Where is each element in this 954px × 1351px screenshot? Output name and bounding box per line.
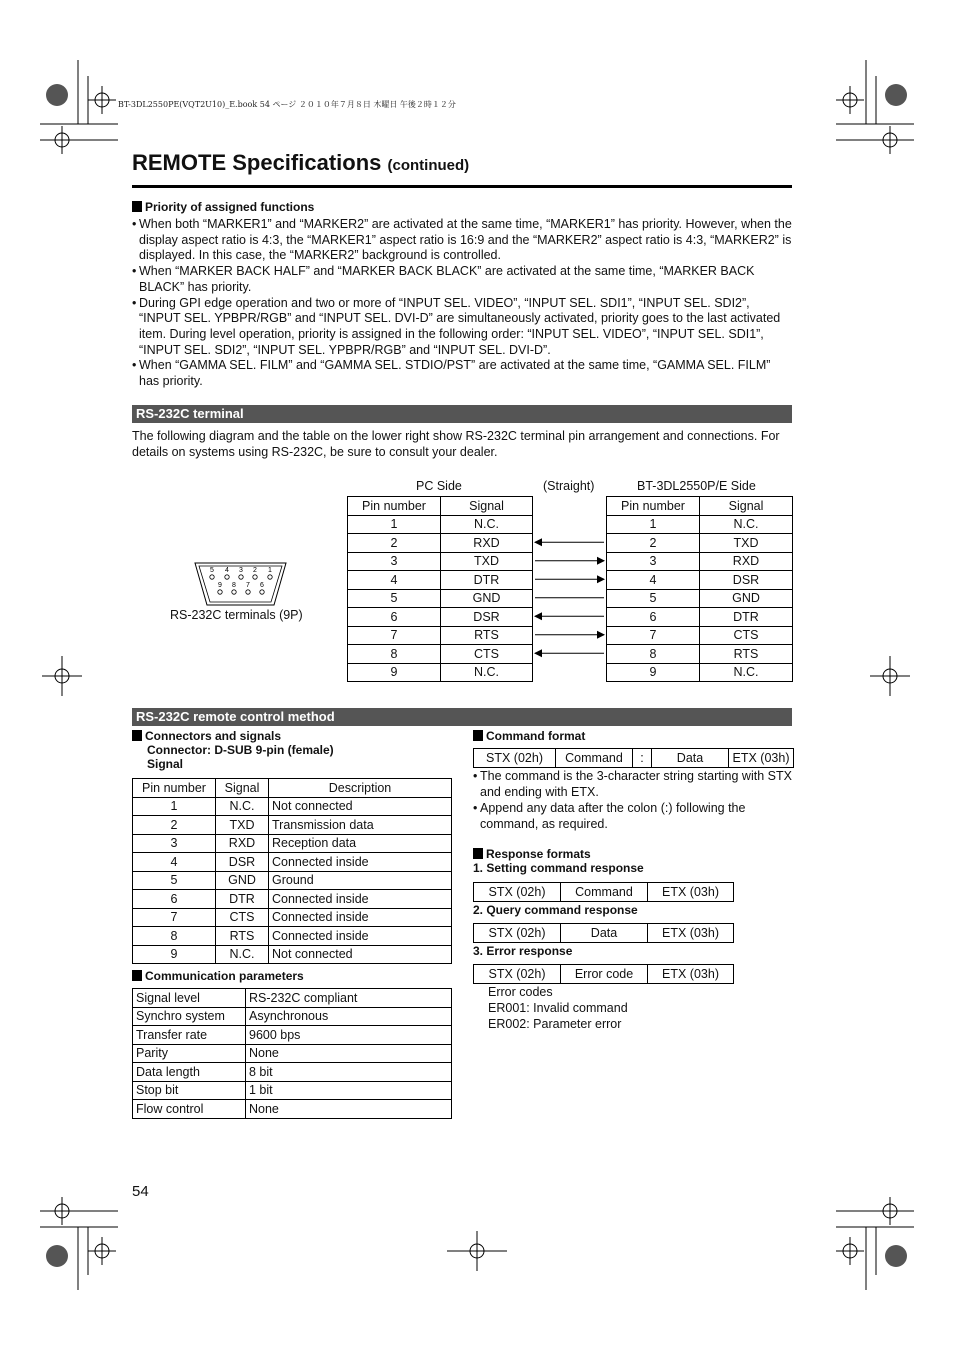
pin-label: 2	[253, 567, 257, 574]
table-row: 4 DSR Connected inside	[133, 853, 452, 872]
connectors-heading: Connectors and signals	[132, 729, 281, 743]
table-row: 8 RTS	[607, 645, 793, 664]
connector-label: RS-232C terminals (9P)	[170, 608, 303, 622]
connector-type: Connector: D-SUB 9-pin (female)	[147, 743, 334, 757]
command-format-table: STX (02h) Command : Data ETX (03h)	[473, 748, 794, 768]
pin-label: 9	[218, 582, 222, 589]
table-row: 3 TXD	[348, 552, 533, 571]
square-bullet-icon	[132, 970, 142, 981]
table-row: 4 DTR	[348, 571, 533, 590]
command-format-heading: Command format	[473, 729, 585, 743]
signal-subheading: Signal	[147, 757, 184, 771]
error-codes-title: Error codes	[488, 985, 553, 999]
table-row: 2 RXD	[348, 534, 533, 553]
pin-label: 1	[268, 567, 272, 574]
table-row: 2 TXD Transmission data	[133, 816, 452, 835]
priority-heading: Priority of assigned functions	[132, 200, 314, 214]
table-row: 4 DSR	[607, 571, 793, 590]
pin-label: 6	[260, 582, 264, 589]
table-row: Signal level RS-232C compliant	[133, 989, 452, 1008]
table-row: 9 N.C. Not connected	[133, 945, 452, 964]
arrow-head-icon	[597, 631, 605, 639]
table-row: 8 CTS	[348, 645, 533, 664]
table-row: 9 N.C.	[607, 663, 793, 682]
square-bullet-icon	[132, 730, 142, 741]
error-code-item: ER001: Invalid command	[488, 1001, 628, 1015]
wiring-arrows	[533, 496, 606, 682]
device-pin-table	[606, 496, 793, 682]
table-row: 7 CTS Connected inside	[133, 908, 452, 927]
col-header: Signal	[441, 497, 533, 516]
priority-bullet: • When “MARKER BACK HALF” and “MARKER BACK BLACK” are activated at the same time, “MARKER BACK BLACK” has priority.	[132, 264, 792, 295]
command-note: • Append any data after the colon (:) following the command, as required.	[473, 800, 793, 832]
table-row: Flow control None	[133, 1100, 452, 1119]
response-formats-heading: Response formats	[473, 847, 591, 861]
page-title-continued: (continued)	[387, 157, 470, 174]
comm-params-table	[132, 988, 452, 1119]
pc-side-label: PC Side	[416, 479, 462, 493]
pin-label: 3	[239, 567, 243, 574]
error-codes	[488, 984, 628, 1032]
table-row: 1 N.C.	[348, 515, 533, 534]
straight-label: (Straight)	[543, 479, 595, 493]
resp2-label: 2. Query command response	[473, 903, 638, 917]
table-row: 5 GND	[348, 589, 533, 608]
arrow-head-icon	[534, 612, 542, 620]
table-row: Stop bit 1 bit	[133, 1081, 452, 1100]
resp3-table: STX (02h) Error code ETX (03h)	[473, 964, 734, 984]
signal-table	[132, 778, 452, 964]
error-code-item: ER002: Parameter error	[488, 1017, 622, 1031]
page-title	[132, 150, 469, 176]
db9-connector-diagram	[192, 560, 290, 608]
table-row: 7 RTS	[348, 626, 533, 645]
resp1-label: 1. Setting command response	[473, 861, 644, 875]
col-header: Signal	[216, 779, 269, 798]
priority-bullets	[132, 217, 792, 390]
device-side-label: BT-3DL2550P/E Side	[637, 479, 756, 493]
pin-label: 8	[232, 582, 236, 589]
page-number: 54	[132, 1183, 149, 1200]
table-row: 3 RXD Reception data	[133, 834, 452, 853]
comm-params-heading: Communication parameters	[132, 969, 304, 983]
table-row: Synchro system Asynchronous	[133, 1007, 452, 1026]
rs232-terminal-heading: RS-232C terminal	[132, 405, 792, 423]
square-bullet-icon	[473, 848, 483, 859]
table-row: 9 N.C.	[348, 663, 533, 682]
table-row: 5 GND Ground	[133, 871, 452, 890]
page-title-main: REMOTE Specifications	[132, 150, 382, 175]
arrow-head-icon	[534, 649, 542, 657]
priority-bullet: • When “GAMMA SEL. FILM” and “GAMMA SEL. STDIO/PST” are activated at the same time, “GAMMA SEL. FILM” has priority.	[132, 358, 792, 389]
col-header: Description	[269, 779, 452, 798]
command-note: • The command is the 3-character string starting with STX and ending with ETX.	[473, 768, 793, 800]
title-rule	[132, 185, 792, 188]
rs232-terminal-paragraph: The following diagram and the table on the lower right show RS-232C terminal pin arrangement and connections. For details on systems using RS-232C, be sure to consult your dealer.	[132, 429, 780, 459]
arrow-head-icon	[534, 538, 542, 546]
square-bullet-icon	[473, 730, 483, 741]
pin-label: 7	[246, 582, 250, 589]
table-row: Parity None	[133, 1044, 452, 1063]
command-notes	[473, 768, 793, 832]
pin-label: 5	[210, 567, 214, 574]
arrow-head-icon	[597, 557, 605, 565]
remote-method-heading: RS-232C remote control method	[132, 708, 792, 726]
resp1-table: STX (02h) Command ETX (03h)	[473, 882, 734, 902]
table-row: 6 DSR	[348, 608, 533, 627]
resp2-table: STX (02h) Data ETX (03h)	[473, 923, 734, 943]
col-header: Signal	[700, 497, 793, 516]
priority-bullet: • During GPI edge operation and two or more of “INPUT SEL. VIDEO”, “INPUT SEL. SDI1”, “INPUT SEL. SDI2”, “INPUT SEL. YPBPR/RGB” and “INPUT SEL. DVI-D” are simultaneously activated, priority goes to the last activated item. During level operation, priority is assigned in the following order: “INPUT SEL. VIDEO”, “INPUT SEL. SDI1”, “INPUT SEL. SDI2”, “INPUT SEL. YPBPR/RGB” and “INPUT SEL. DVI-D”.	[132, 296, 792, 359]
book-meta-line: BT-3DL2550PE(VQT2U10)_E.book 54 ページ ２０１０年７月８日 木曜日 午後２時１２分	[118, 100, 456, 109]
table-row: Transfer rate 9600 bps	[133, 1026, 452, 1045]
table-row: 6 DTR	[607, 608, 793, 627]
table-row: 8 RTS Connected inside	[133, 927, 452, 946]
col-header: Pin number	[348, 497, 441, 516]
table-row: 2 TXD	[607, 534, 793, 553]
priority-bullet: • When both “MARKER1” and “MARKER2” are activated at the same time, “MARKER1” has priority. However, when the display aspect ratio is 4:3, the “MARKER1” aspect ratio is 16:9 and the “MARKER2” aspect ratio is 4:3, “MARKER2” is displayed. In this case, the “MARKER2” background is controlled.	[132, 217, 792, 264]
table-row: 5 GND	[607, 589, 793, 608]
resp3-label: 3. Error response	[473, 944, 573, 958]
pc-pin-table	[347, 496, 533, 682]
col-header: Pin number	[607, 497, 700, 516]
pin-label: 4	[225, 567, 229, 574]
table-row: 6 DTR Connected inside	[133, 890, 452, 909]
table-row: 7 CTS	[607, 626, 793, 645]
col-header: Pin number	[133, 779, 216, 798]
arrow-head-icon	[597, 575, 605, 583]
table-row: 1 N.C.	[607, 515, 793, 534]
table-row: 3 RXD	[607, 552, 793, 571]
table-row: 1 N.C. Not connected	[133, 797, 452, 816]
table-row: Data length 8 bit	[133, 1063, 452, 1082]
square-bullet-icon	[132, 201, 142, 212]
